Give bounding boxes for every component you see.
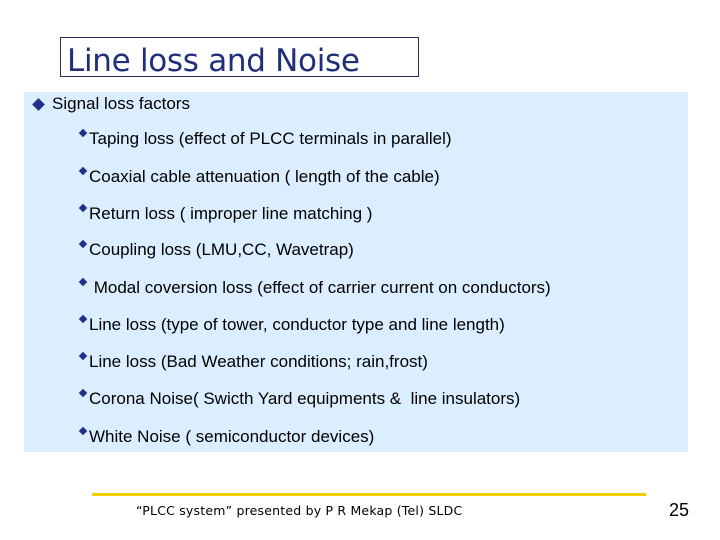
main-bullet <box>34 94 190 114</box>
main-bullet-text: Signal loss factors <box>52 94 190 113</box>
sub-bullet-coaxial-attenuation <box>80 167 440 187</box>
sub-bullet-line-loss-weather <box>80 352 428 372</box>
small-diamond-bullet-icon <box>79 129 87 137</box>
title-box <box>60 37 419 77</box>
sub-bullet-text: Corona Noise( Swicth Yard equipments & line insulators) <box>89 389 521 408</box>
small-diamond-bullet-icon <box>79 389 87 397</box>
small-diamond-bullet-icon <box>79 204 87 212</box>
slide-title: Line loss and Noise <box>67 43 360 79</box>
small-diamond-bullet-icon <box>79 352 87 360</box>
sub-bullet-taping-loss <box>80 129 452 149</box>
page-number: 25 <box>669 500 690 520</box>
footer-rule <box>92 493 646 496</box>
sub-bullet-line-loss-tower <box>80 315 505 335</box>
sub-bullet-text: Coupling loss (LMU,CC, Wavetrap) <box>89 240 354 259</box>
sub-bullet-text: Taping loss (effect of PLCC terminals in parallel) <box>89 129 452 148</box>
small-diamond-bullet-icon <box>79 240 87 248</box>
sub-bullet-modal-conversion <box>80 278 551 298</box>
sub-bullet-return-loss <box>80 204 372 224</box>
sub-bullet-text: White Noise ( semiconductor devices) <box>89 427 375 446</box>
sub-bullet-text: Coaxial cable attenuation ( length of the cable) <box>89 167 440 186</box>
small-diamond-bullet-icon <box>79 427 87 435</box>
footer-caption: “PLCC system” presented by P R Mekap (Tel) SLDC <box>136 503 463 518</box>
small-diamond-bullet-icon <box>79 278 87 286</box>
sub-bullet-text: Line loss (type of tower, conductor type and line length) <box>89 315 505 334</box>
sub-bullet-white-noise <box>80 427 374 447</box>
diamond-bullet-icon <box>32 98 45 111</box>
sub-bullet-text: Return loss ( improper line matching ) <box>89 204 373 223</box>
small-diamond-bullet-icon <box>79 167 87 175</box>
sub-bullet-text: Modal coversion loss (effect of carrier current on conductors) <box>89 278 551 297</box>
sub-bullet-text: Line loss (Bad Weather conditions; rain,frost) <box>89 352 428 371</box>
small-diamond-bullet-icon <box>79 315 87 323</box>
sub-bullet-coupling-loss <box>80 240 354 260</box>
content-panel <box>24 92 688 452</box>
sub-bullet-corona-noise <box>80 389 520 409</box>
